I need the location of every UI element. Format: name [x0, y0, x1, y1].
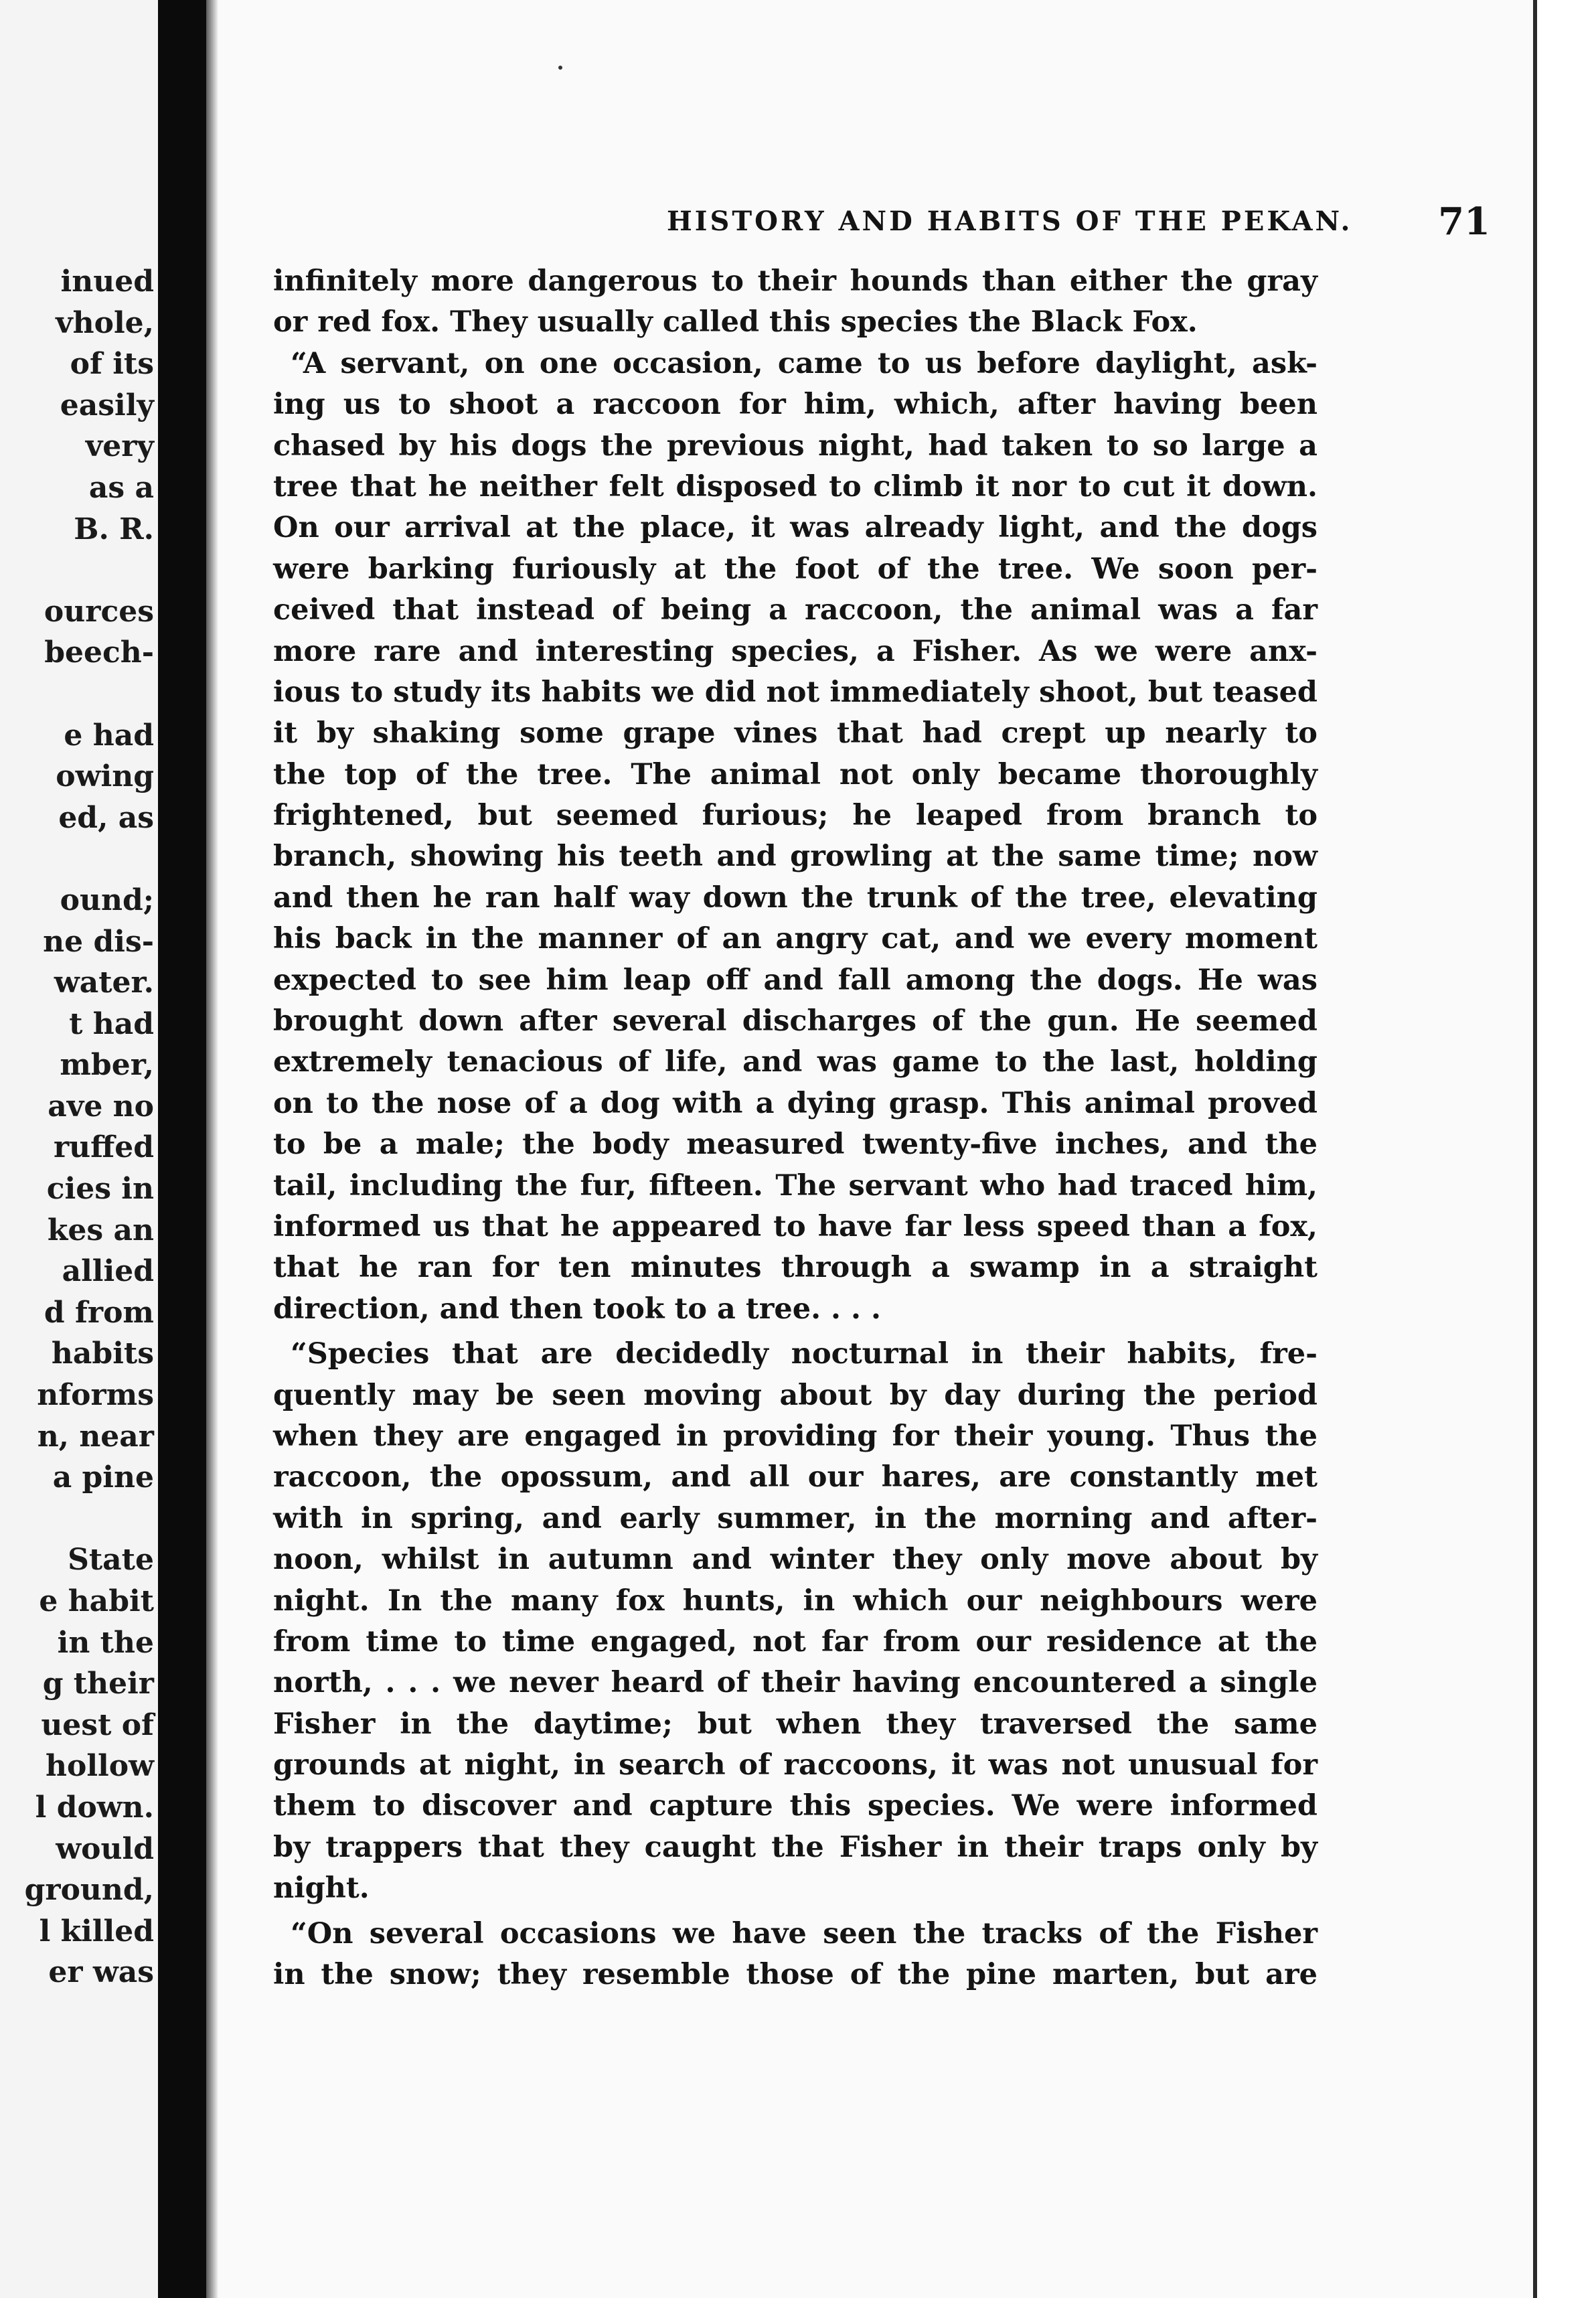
- text-line: infinitely more dangerous to their hounds than either the gray: [273, 264, 1318, 298]
- text-line: with in spring, and early summer, in the morning and after-: [273, 1501, 1318, 1535]
- left-line: [0, 550, 154, 591]
- left-line: [0, 1499, 154, 1540]
- text-line: were barking furiously at the foot of the tree. We soon per-: [273, 552, 1318, 586]
- text-line: noon, whilst in autumn and winter they only move about by: [273, 1543, 1318, 1577]
- text-line: expected to see him leap off and fall among the dogs. He was: [273, 963, 1318, 997]
- left-line: kes an: [47, 1213, 154, 1247]
- text-line: informed us that he appeared to have far less speed than a fox,: [273, 1209, 1318, 1243]
- left-line: B. R.: [74, 512, 154, 546]
- left-line: of its: [70, 347, 154, 382]
- left-line: d from: [44, 1295, 154, 1330]
- running-title: HISTORY AND HABITS OF THE PEKAN.: [667, 206, 1353, 237]
- text-line: them to discover and capture this species. We were informed: [273, 1789, 1318, 1823]
- scan-margin: [1537, 0, 1596, 2298]
- left-line: t had: [69, 1006, 154, 1041]
- text-line: tail, including the fur, fifteen. The servant who had traced him,: [273, 1168, 1318, 1203]
- left-line: vhole,: [56, 305, 154, 340]
- text-line: it by shaking some grape vines that had crept up nearly to: [273, 716, 1318, 751]
- left-line: ruffed: [53, 1130, 154, 1165]
- text-line: “A servant, on one occasion, came to us before daylight, ask-: [291, 346, 1318, 380]
- text-line: that he ran for ten minutes through a swamp in a straight: [273, 1251, 1318, 1285]
- left-line: allied: [62, 1254, 154, 1289]
- text-line: brought down after several discharges of the gun. He seemed: [273, 1004, 1318, 1039]
- left-line: er was: [48, 1955, 154, 1990]
- left-line: [0, 838, 154, 880]
- left-line: in the: [57, 1625, 154, 1660]
- left-line: State: [68, 1543, 154, 1578]
- left-line: ources: [44, 594, 154, 629]
- text-line: more rare and interesting species, a Fisher. As we were anx-: [273, 634, 1318, 668]
- left-line: ave no: [48, 1089, 154, 1124]
- page-number: 71: [1438, 200, 1490, 244]
- book-page: [218, 0, 1533, 2298]
- left-line: beech-: [44, 635, 154, 670]
- text-line: when they are engaged in providing for their young. Thus the: [273, 1419, 1318, 1453]
- left-line: uest of: [41, 1707, 154, 1742]
- text-line: extremely tenacious of life, and was game to the last, holding: [273, 1045, 1318, 1079]
- left-line: ound;: [60, 883, 154, 917]
- left-line: very: [85, 429, 154, 464]
- left-line: g their: [42, 1667, 154, 1701]
- text-line: frightened, but seemed furious; he leaped from branch to: [273, 799, 1318, 833]
- text-line: quently may be seen moving about by day during the period: [273, 1378, 1318, 1412]
- left-line: cies in: [46, 1172, 154, 1207]
- text-line: and then he ran half way down the trunk of the tree, elevating: [273, 880, 1318, 915]
- gutter-shadow: [206, 0, 218, 2298]
- left-page-fragment: [0, 0, 158, 2298]
- text-line: “On several occasions we have seen the tracks of the Fisher: [291, 1916, 1318, 1950]
- left-line: nforms: [37, 1378, 154, 1413]
- left-line: l killed: [39, 1914, 154, 1948]
- text-line: from time to time engaged, not far from our residence at the: [273, 1624, 1318, 1659]
- text-line: north, . . . we never heard of their having encountered a single: [273, 1666, 1318, 1700]
- left-line: e had: [64, 718, 154, 753]
- book-gutter: [158, 0, 206, 2298]
- left-line: a pine: [52, 1460, 154, 1495]
- left-line: ground,: [24, 1873, 154, 1908]
- left-line: hollow: [46, 1749, 154, 1784]
- text-line: direction, and then took to a tree. . . .: [273, 1292, 881, 1326]
- text-line: night. In the many fox hunts, in which our neighbours were: [273, 1584, 1318, 1618]
- left-line: owing: [56, 759, 154, 794]
- text-line: chased by his dogs the previous night, had taken to so large a: [273, 429, 1318, 463]
- text-line: to be a male; the body measured twenty-five inches, and the: [273, 1128, 1318, 1162]
- speck: [558, 66, 562, 70]
- left-line: [0, 674, 154, 715]
- left-page-text: [0, 261, 154, 1993]
- text-line: on to the nose of a dog with a dying grasp. This animal proved: [273, 1086, 1318, 1120]
- text-line: tree that he neither felt disposed to climb it nor to cut it down.: [273, 469, 1318, 504]
- left-line: e habit: [39, 1584, 154, 1618]
- running-head: [446, 198, 1490, 245]
- text-line: “Species that are decidedly nocturnal in their habits, fre-: [291, 1337, 1318, 1371]
- text-line: On our arrival at the place, it was already light, and the dogs: [273, 511, 1318, 545]
- text-line: branch, showing his teeth and growling at the same time; now: [273, 840, 1318, 874]
- text-line: raccoon, the opossum, and all our hares, are constantly met: [273, 1460, 1318, 1495]
- text-line: night.: [273, 1871, 370, 1906]
- left-line: easily: [60, 388, 154, 423]
- text-line: in the snow; they resemble those of the pine marten, but are: [273, 1958, 1318, 1992]
- left-line: inued: [60, 264, 154, 299]
- left-line: l down.: [35, 1790, 154, 1825]
- left-line: mber,: [60, 1048, 154, 1083]
- left-line: habits: [51, 1336, 154, 1371]
- text-line: ceived that instead of being a raccoon, the animal was a far: [273, 593, 1318, 627]
- text-line: by trappers that they caught the Fisher in their traps only by: [273, 1830, 1318, 1864]
- left-line: would: [56, 1831, 154, 1866]
- text-line: the top of the tree. The animal not only became thoroughly: [273, 757, 1318, 791]
- left-line: ne dis-: [43, 924, 154, 959]
- text-line: ing us to shoot a raccoon for him, which, after having been: [273, 388, 1318, 422]
- text-line: or red fox. They usually called this species the Black Fox.: [273, 305, 1198, 339]
- body-text: [273, 261, 1318, 1995]
- text-line: grounds at night, in search of raccoons, it was not unusual for: [273, 1748, 1318, 1782]
- text-line: his back in the manner of an angry cat, and we every moment: [273, 922, 1318, 956]
- left-line: water.: [54, 966, 154, 1000]
- left-line: as a: [88, 470, 154, 505]
- text-line: ious to study its habits we did not immediately shoot, but teased: [273, 675, 1318, 709]
- left-line: n, near: [37, 1419, 154, 1454]
- left-line: ed, as: [58, 800, 154, 835]
- text-line: Fisher in the daytime; but when they traversed the same: [273, 1707, 1318, 1741]
